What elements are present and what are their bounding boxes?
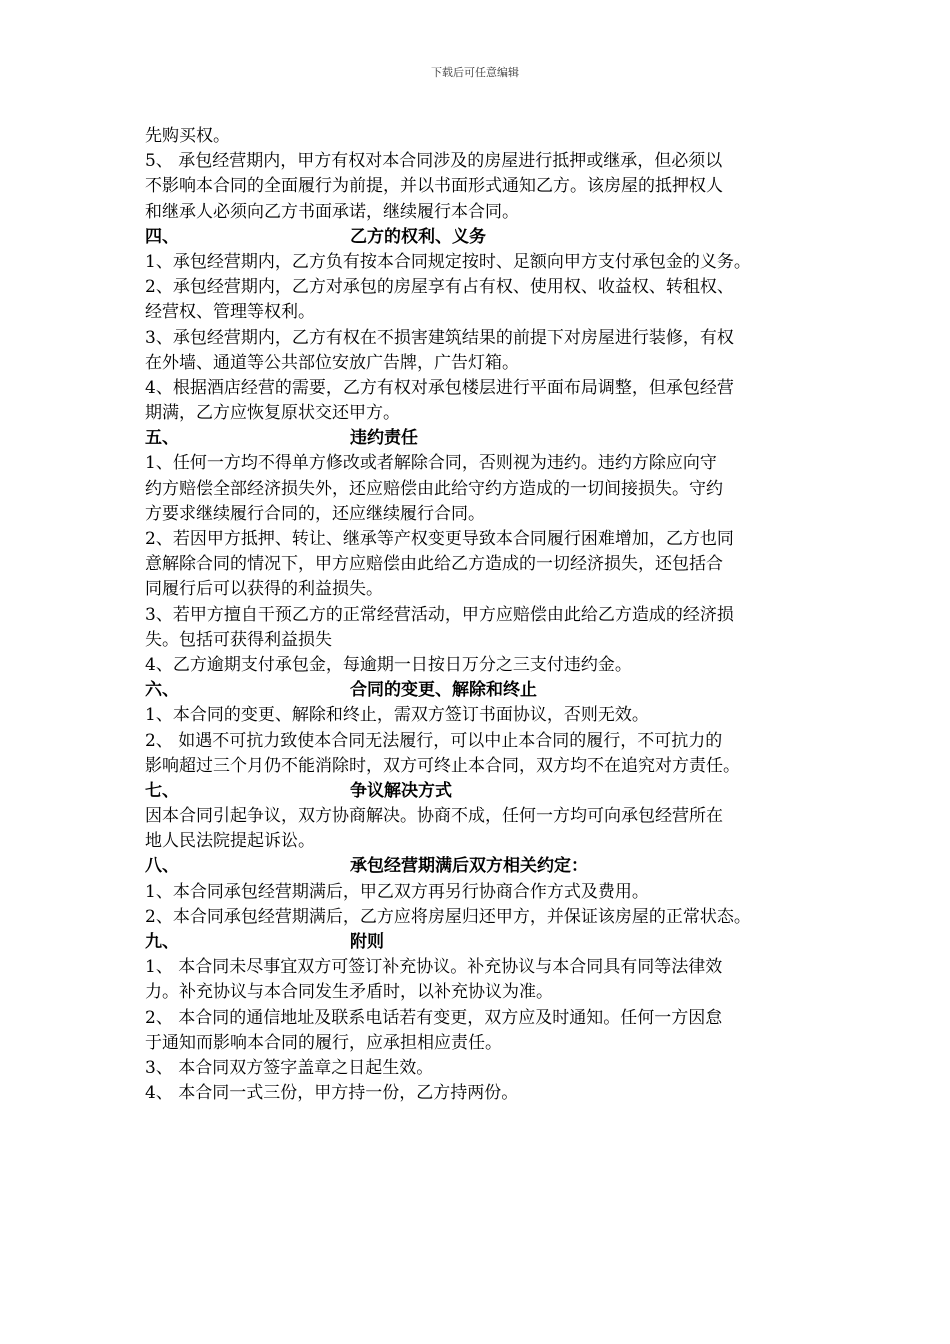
section-heading (145, 225, 825, 250)
text-line: 先购买权。 (145, 126, 230, 146)
text-line: 期满，乙方应恢复原状交还甲方。 (145, 403, 400, 424)
text-line: 在外墙、通道等公共部位安放广告牌，广告灯箱。 (145, 352, 519, 373)
text-line: 3、若甲方擅自干预乙方的正常经营活动，甲方应赔偿由此给乙方造成的经济损 (145, 604, 734, 625)
section-number: 九、 (145, 932, 179, 952)
text-line: 失。包括可获得利益损失 (145, 629, 332, 650)
section-number: 四、 (145, 226, 179, 247)
text-line: 1、 本合同未尽事宜双方可签订补充协议。补充协议与本合同具有同等法律效 (145, 957, 723, 978)
section-title: 争议解决方式 (350, 780, 452, 801)
text-line: 2、本合同承包经营期满后，乙方应将房屋归还甲方，并保证该房屋的正常状态。 (145, 906, 751, 927)
text-line: 1、承包经营期内，乙方负有按本合同规定按时、足额向甲方支付承包金的义务。 (145, 251, 751, 272)
section-heading (145, 854, 825, 879)
text-line: 经营权、管理等权利。 (145, 302, 315, 323)
text-line: 地人民法院提起诉讼。 (145, 831, 315, 852)
text-line: 1、本合同承包经营期满后，甲乙双方再另行协商合作方式及费用。 (145, 881, 649, 902)
text-line: 不影响本合同的全面履行为前提，并以书面形式通知乙方。该房屋的抵押权人 (145, 176, 723, 197)
section-heading (145, 779, 825, 804)
text-line: 2、承包经营期内，乙方对承包的房屋享有占有权、使用权、收益权、转租权、 (145, 277, 734, 298)
text-line: 2、 如遇不可抗力致使本合同无法履行，可以中止本合同的履行，不可抗力的 (145, 730, 723, 751)
text-line: 力。补充协议与本合同发生矛盾时，以补充协议为准。 (145, 982, 553, 1003)
text-line: 约方赔偿全部经济损失外，还应赔偿由此给守约方造成的一切间接损失。守约 (145, 478, 723, 499)
section-number: 八、 (145, 856, 179, 877)
text-line: 方要求继续履行合同的，还应继续履行合同。 (145, 503, 485, 524)
section-title: 违约责任 (350, 428, 418, 449)
section-heading (145, 426, 825, 451)
page-header-note: 下载后可任意编辑 (431, 66, 519, 79)
document-body (145, 124, 825, 1106)
section-number: 六、 (145, 680, 179, 701)
section-heading (145, 930, 825, 955)
text-line: 4、 本合同一式三份，甲方持一份，乙方持两份。 (145, 1083, 519, 1104)
section-title: 乙方的权利、义务 (350, 226, 486, 247)
section-number: 五、 (145, 428, 179, 449)
text-line: 3、 本合同双方签字盖章之日起生效。 (145, 1057, 434, 1078)
text-line: 2、若因甲方抵押、转让、继承等产权变更导致本合同履行困难增加，乙方也同 (145, 529, 734, 549)
text-line: 于通知而影响本合同的履行，应承担相应责任。 (145, 1032, 502, 1053)
text-line: 1、本合同的变更、解除和终止，需双方签订书面协议，否则无效。 (145, 705, 649, 726)
text-line: 4、根据酒店经营的需要，乙方有权对承包楼层进行平面布局调整，但承包经营 (145, 377, 734, 398)
text-line: 因本合同引起争议，双方协商解决。协商不成，任何一方均可向承包经营所在 (145, 806, 723, 827)
text-line: 1、任何一方均不得单方修改或者解除合同，否则视为违约。违约方除应向守 (145, 453, 717, 474)
text-line: 5、 承包经营期内，甲方有权对本合同涉及的房屋进行抵押或继承，但必须以 (145, 151, 723, 172)
section-heading (145, 678, 825, 703)
section-title: 附则 (350, 932, 384, 952)
text-line: 意解除合同的情况下，甲方应赔偿由此给乙方造成的一切经济损失，还包括合 (145, 554, 723, 575)
text-line: 3、承包经营期内，乙方有权在不损害建筑结果的前提下对房屋进行装修，有权 (145, 327, 734, 348)
text-line: 2、 本合同的通信地址及联系电话若有变更，双方应及时通知。任何一方因怠 (145, 1007, 723, 1028)
text-line: 同履行后可以获得的利益损失。 (145, 579, 383, 600)
section-title: 承包经营期满后双方相关约定： (350, 856, 588, 877)
section-number: 七、 (145, 780, 179, 801)
text-line: 4、乙方逾期支付承包金，每逾期一日按日万分之三支付违约金。 (145, 654, 632, 675)
text-line: 和继承人必须向乙方书面承诺，继续履行本合同。 (145, 201, 519, 222)
section-title: 合同的变更、解除和终止 (350, 680, 537, 701)
text-line: 影响超过三个月仍不能消除时，双方可终止本合同，双方均不在追究对方责任。 (145, 755, 740, 776)
